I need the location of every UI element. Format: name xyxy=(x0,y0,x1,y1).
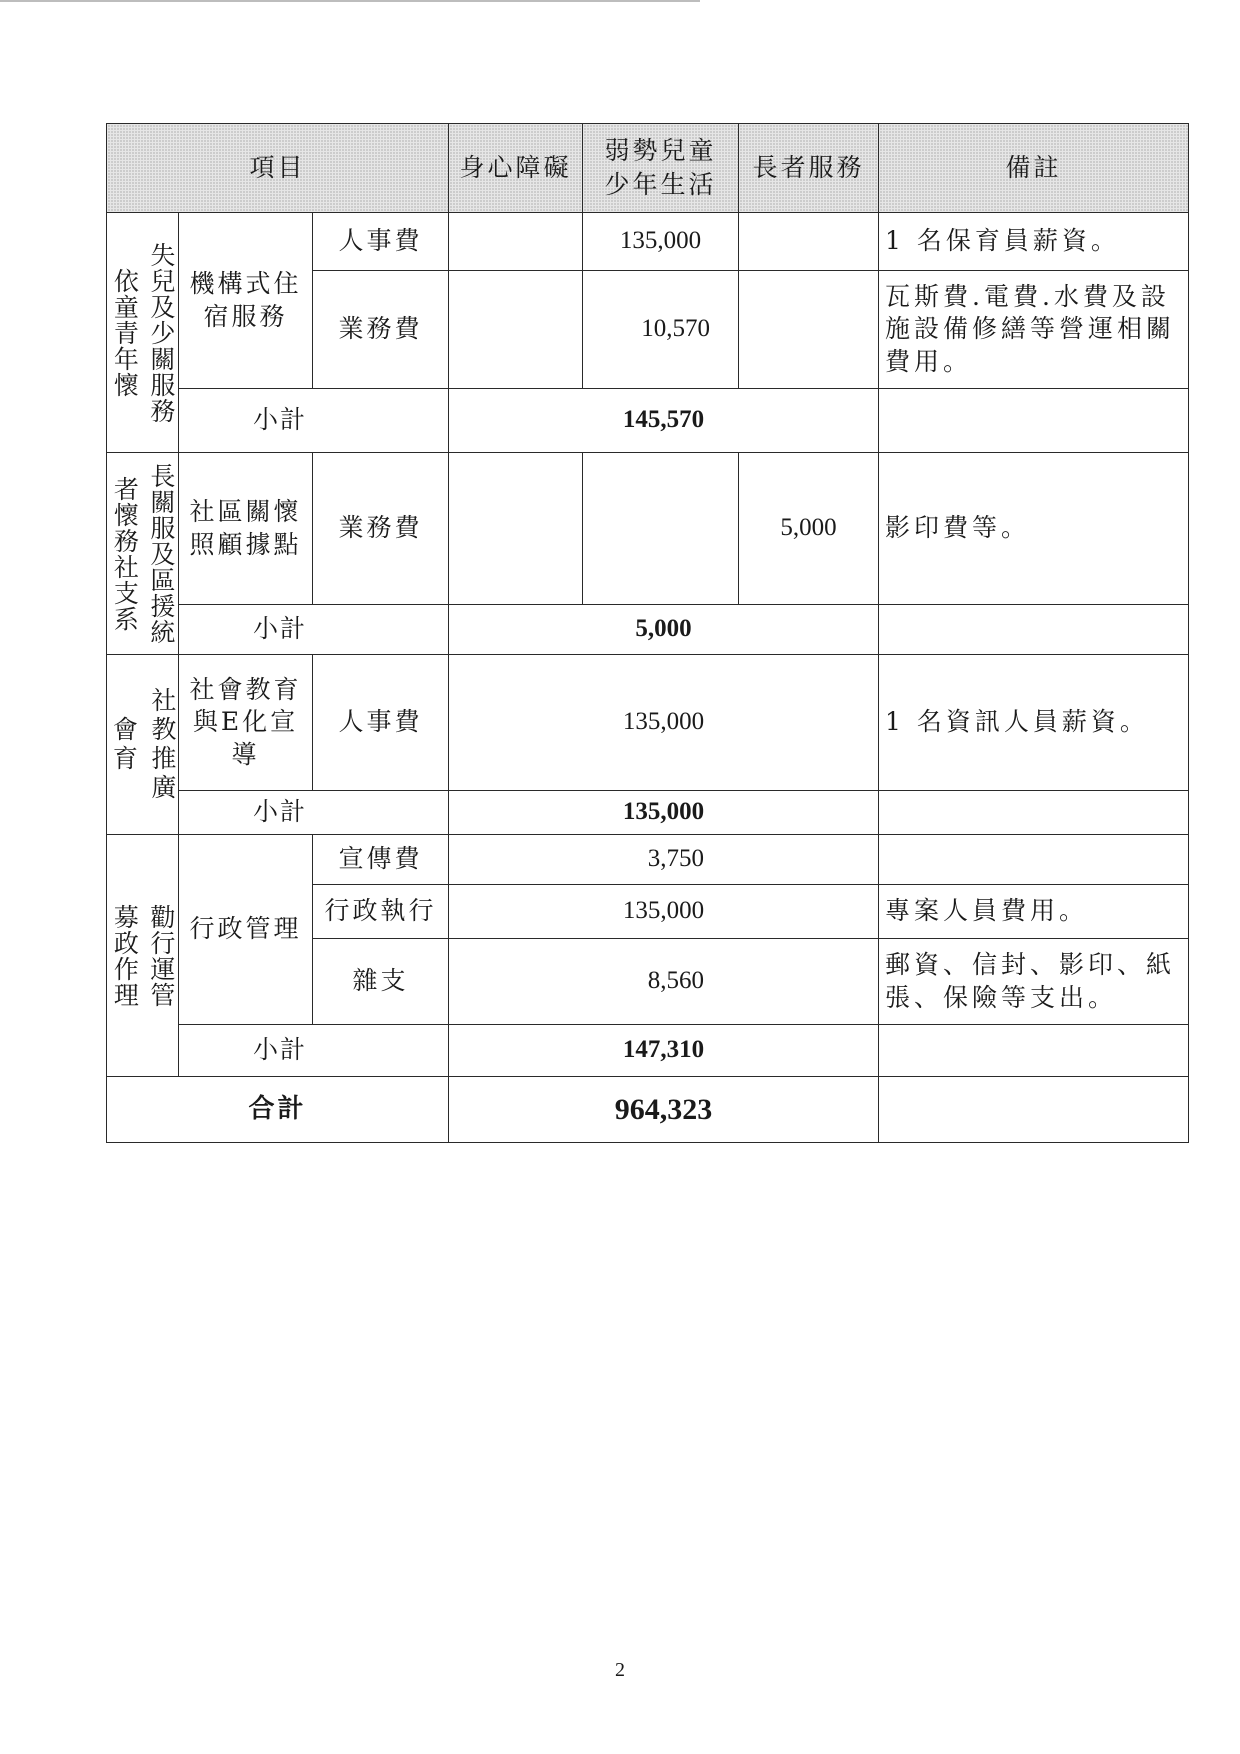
remark-cell: 瓦斯費.電費.水費及設施設備修繕等營運相關費用。 xyxy=(879,271,1189,389)
item-cell: 雜支 xyxy=(313,939,449,1025)
disability-cell xyxy=(449,213,583,271)
category-cell xyxy=(107,213,179,453)
category-col2: 社教推廣 xyxy=(147,686,177,803)
header-elder: 長者服務 xyxy=(739,124,879,213)
page-number: 2 xyxy=(615,1659,625,1681)
budget-table xyxy=(106,123,1189,1143)
category-cell xyxy=(107,835,179,1077)
item-cell: 業務費 xyxy=(313,453,449,605)
remark-cell: 1 名保育員薪資。 xyxy=(879,213,1189,271)
subtotal-label: 小計 xyxy=(179,389,449,453)
subtotal-row xyxy=(107,1025,1189,1077)
table-row xyxy=(107,213,1189,271)
item-cell: 人事費 xyxy=(313,655,449,791)
subtotal-row xyxy=(107,791,1189,835)
category-col2: 失兒及少關服務 xyxy=(146,241,176,424)
remark-cell: 郵資、信封、影印、紙張、保險等支出。 xyxy=(879,939,1189,1025)
merged-amount-cell: 8,560 xyxy=(449,939,879,1025)
item-cell: 行政執行 xyxy=(313,885,449,939)
category-col1: 會育 xyxy=(109,715,139,774)
category-col1: 者懷務社支系 xyxy=(110,475,140,632)
header-disability: 身心障礙 xyxy=(449,124,583,213)
remark-cell xyxy=(879,835,1189,885)
category-cell xyxy=(107,655,179,835)
subtotal-value: 5,000 xyxy=(449,605,879,655)
subtotal-value: 135,000 xyxy=(449,791,879,835)
merged-amount-cell: 135,000 xyxy=(449,655,879,791)
remark-cell: 1 名資訊人員薪資。 xyxy=(879,655,1189,791)
disability-cell xyxy=(449,453,583,605)
header-child-youth xyxy=(583,124,739,213)
program-cell: 行政管理 xyxy=(179,835,313,1025)
disability-cell xyxy=(449,271,583,389)
category-col2: 勸行運管 xyxy=(146,903,176,1008)
subtotal-remark xyxy=(879,605,1189,655)
subtotal-row xyxy=(107,389,1189,453)
subtotal-row xyxy=(107,605,1189,655)
category-col1: 募政作理 xyxy=(110,903,140,1008)
subtotal-label: 小計 xyxy=(179,605,449,655)
subtotal-label: 小計 xyxy=(179,1025,449,1077)
total-remark xyxy=(879,1077,1189,1143)
scan-edge-line xyxy=(0,0,700,2)
subtotal-label: 小計 xyxy=(179,791,449,835)
merged-amount-cell: 135,000 xyxy=(449,885,879,939)
subtotal-value: 147,310 xyxy=(449,1025,879,1077)
elder-cell xyxy=(739,271,879,389)
table-row xyxy=(107,453,1189,605)
category-col2: 長關服及區援統 xyxy=(146,462,176,645)
child-youth-cell: 10,570 xyxy=(583,271,739,389)
header-child-youth-line1: 弱勢兒童 xyxy=(604,136,717,166)
item-cell: 人事費 xyxy=(313,213,449,271)
total-label: 合計 xyxy=(107,1077,449,1143)
program-cell: 社會教育與E化宣導 xyxy=(179,655,313,791)
child-youth-cell xyxy=(583,453,739,605)
category-col1: 依童青年懷 xyxy=(110,267,140,398)
total-value: 964,323 xyxy=(449,1077,879,1143)
subtotal-value: 145,570 xyxy=(449,389,879,453)
item-cell: 業務費 xyxy=(313,271,449,389)
subtotal-remark xyxy=(879,389,1189,453)
remark-cell: 專案人員費用。 xyxy=(879,885,1189,939)
item-cell: 宣傳費 xyxy=(313,835,449,885)
subtotal-remark xyxy=(879,791,1189,835)
header-row xyxy=(107,124,1189,213)
total-row xyxy=(107,1077,1189,1143)
elder-cell xyxy=(739,213,879,271)
merged-amount-cell: 3,750 xyxy=(449,835,879,885)
header-item: 項目 xyxy=(107,124,449,213)
elder-cell: 5,000 xyxy=(739,453,879,605)
subtotal-remark xyxy=(879,1025,1189,1077)
program-cell: 社區關懷照顧據點 xyxy=(179,453,313,605)
remark-cell: 影印費等。 xyxy=(879,453,1189,605)
program-cell: 機構式住宿服務 xyxy=(179,213,313,389)
category-cell xyxy=(107,453,179,655)
table-row xyxy=(107,655,1189,791)
header-child-youth-line2: 少年生活 xyxy=(604,170,717,199)
table-row xyxy=(107,835,1189,885)
child-youth-cell: 135,000 xyxy=(583,213,739,271)
header-remark: 備註 xyxy=(879,124,1189,213)
